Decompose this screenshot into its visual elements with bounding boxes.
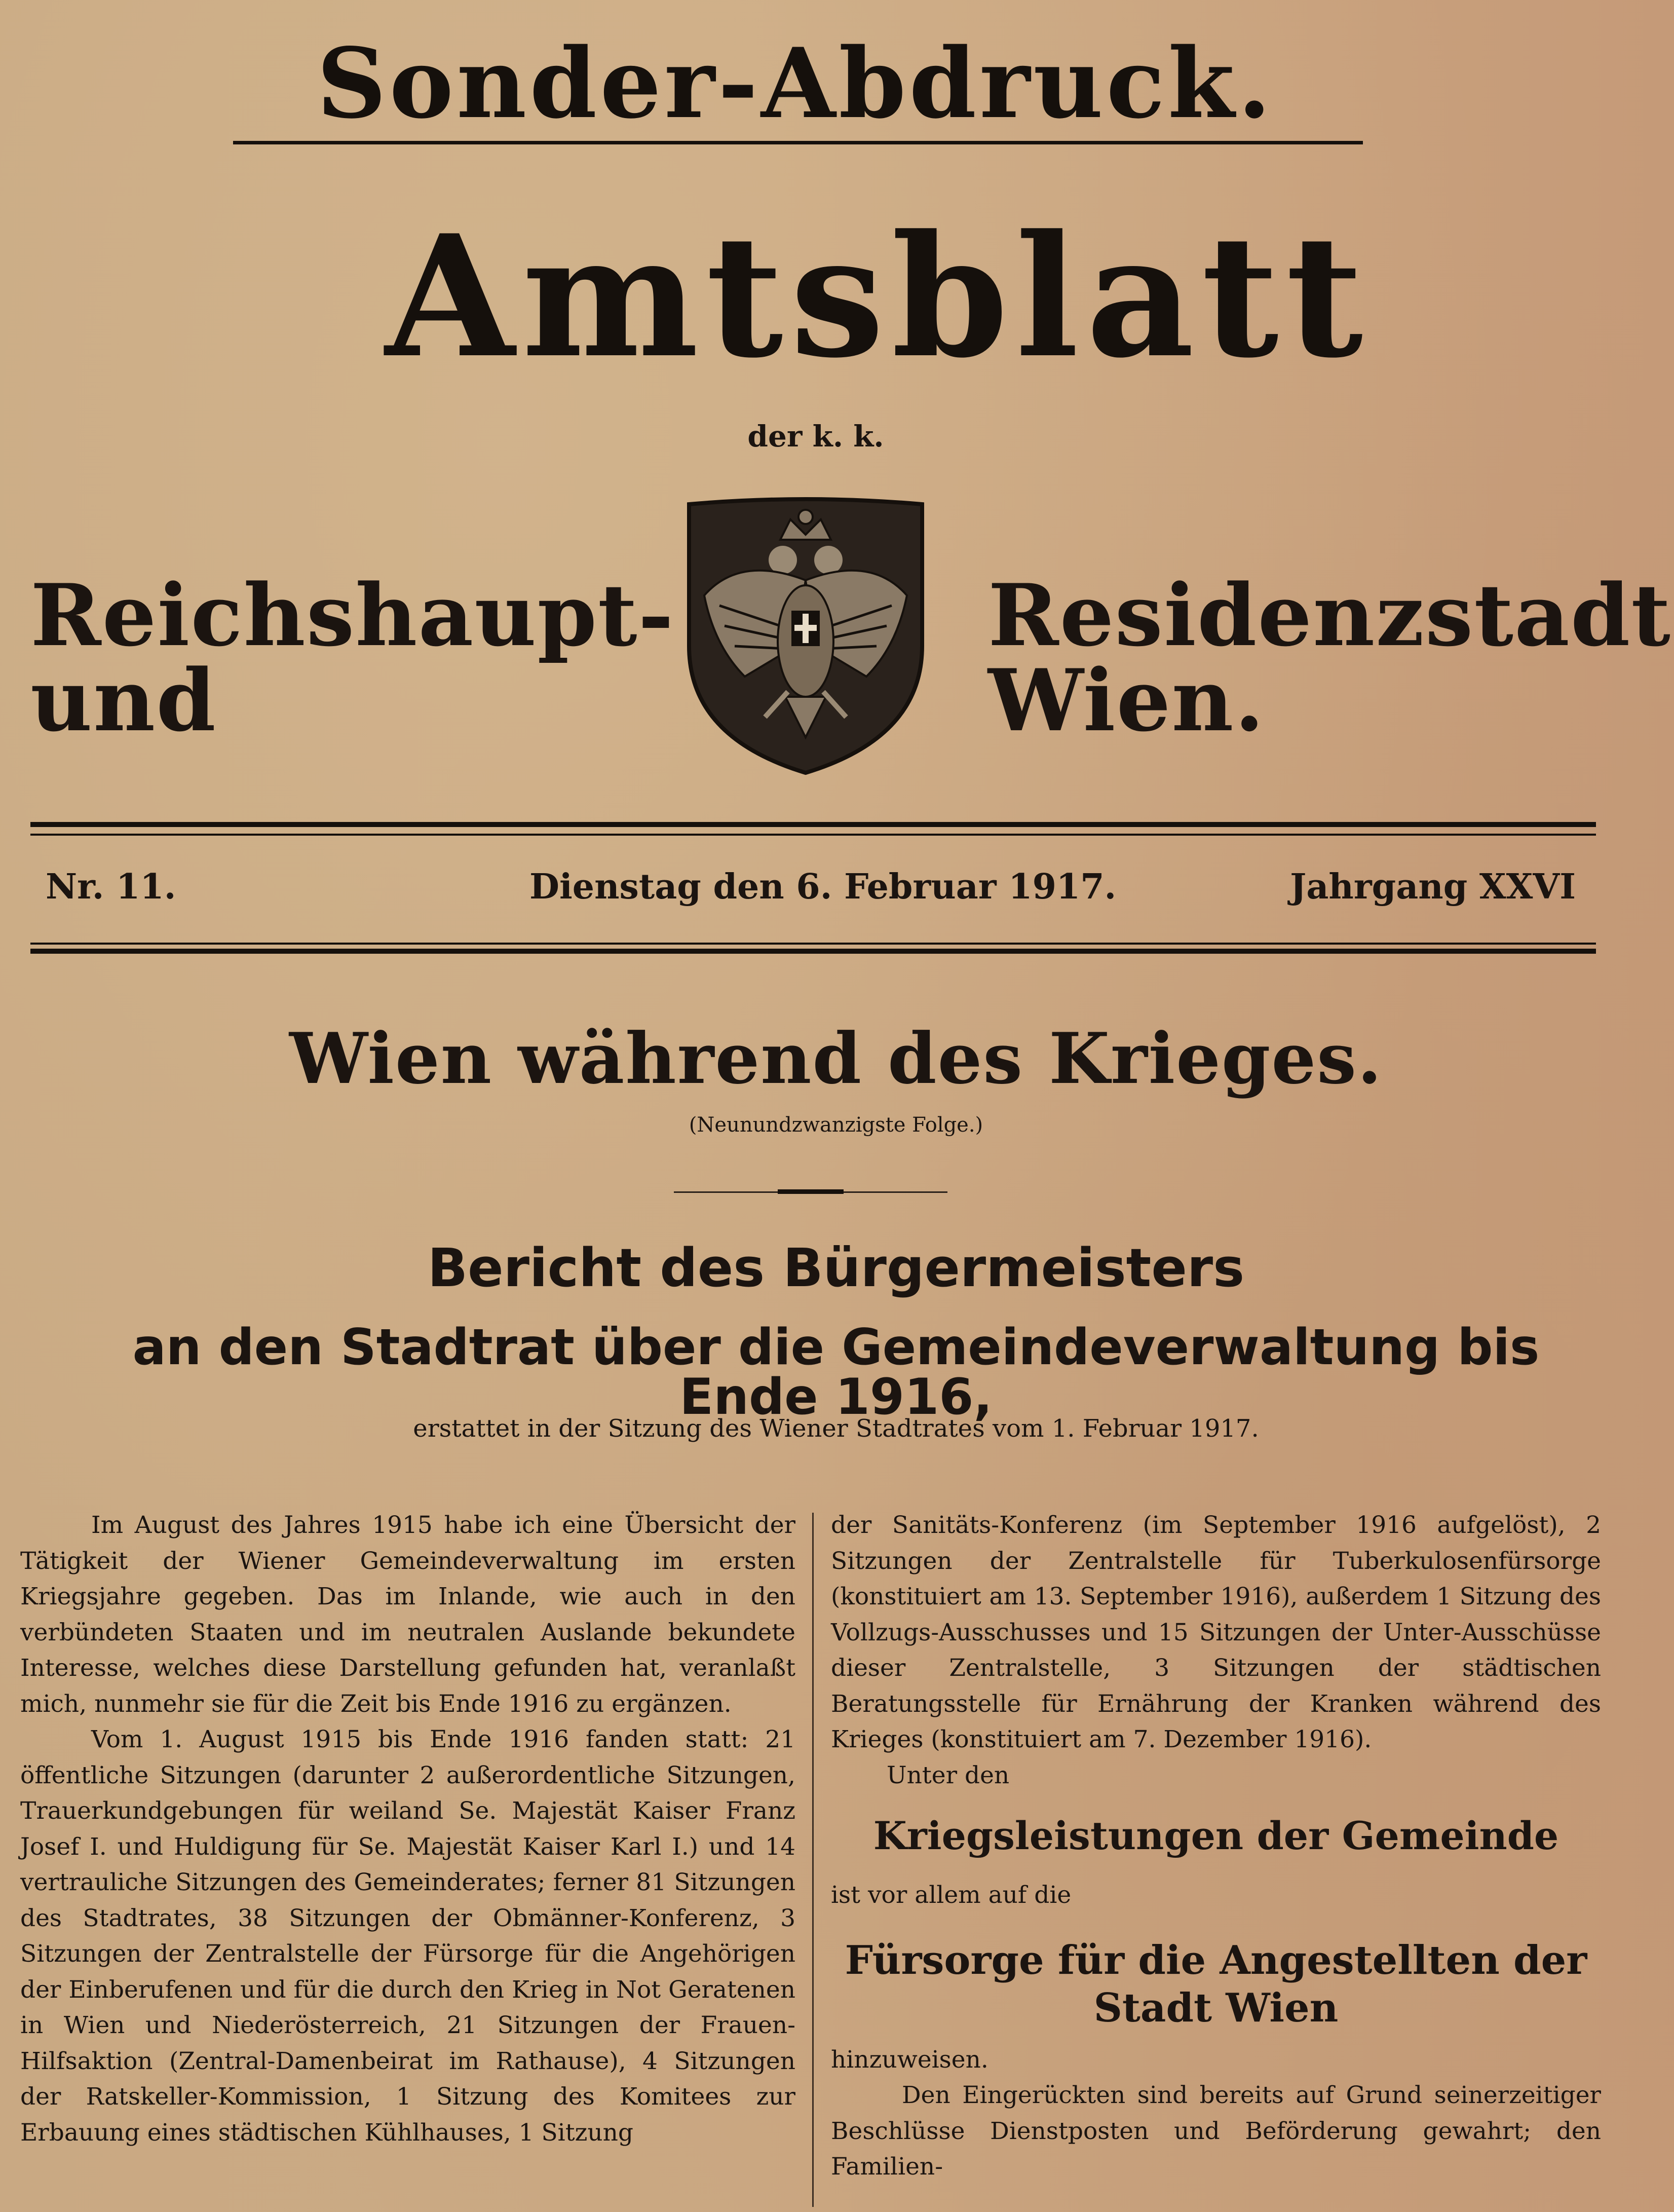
fuersorge-heading: Fürsorge für die Angestellten der Stadt Wien — [845, 1937, 1587, 2031]
der-kk-label: der k. k. — [747, 419, 884, 454]
masthead-right-name: Residenzstadt Wien. — [988, 565, 1671, 751]
issue-info-row — [30, 864, 1596, 910]
right-column — [831, 1508, 1601, 2185]
left-paragraph-1: Im August des Jahres 1915 habe ich eine Übersicht der Tätigkeit der Wiener Gemeindeverwaltung im ersten Kriegsjahre gegeben. Das im Inlande, wie auch in den verbündeten Staaten und im neutralen Auslande bekundete Interesse, welches diese Darstellung gefunden hat, veranlaßt mich, nunmehr sie für die Zeit bis Ende 1916 zu ergänzen. — [20, 1511, 795, 1718]
article-headline: Wien während des Krieges. — [289, 1017, 1383, 1100]
kriegsleistungen-heading: Kriegsleistungen der Gemeinde — [873, 1813, 1559, 1858]
right-unter-den: Unter den — [887, 1761, 1010, 1789]
issue-date: Dienstag den 6. Februar 1917. — [529, 867, 1117, 907]
report-subtitle: erstattet in der Sitzung des Wiener Stadtrates vom 1. Februar 1917. — [413, 1414, 1259, 1443]
issue-number: Nr. 11. — [46, 867, 176, 907]
report-title-line-2: an den Stadtrat über die Gemeindeverwaltung bis Ende 1916, — [132, 1319, 1540, 1426]
report-title-line-1: Bericht des Bürgermeisters — [427, 1237, 1245, 1299]
left-column — [20, 1508, 795, 2151]
masthead-left-name: Reichshaupt- und — [30, 565, 675, 751]
masthead-rule-top-thin — [30, 834, 1596, 836]
issue-rule-bottom-thin — [30, 943, 1596, 945]
issue-rule-bottom — [30, 949, 1596, 954]
sonder-underline — [233, 141, 1363, 144]
column-separator — [812, 1513, 814, 2207]
vienna-coat-of-arms-icon — [679, 494, 932, 778]
sonder-abdruck-heading: Sonder-Abdruck. — [317, 27, 1274, 140]
right-paragraph-last: Den Eingerückten sind bereits auf Grund seinerzeitiger Beschlüsse Dienstposten und Beförderung gewahrt; den Familien- — [831, 2081, 1601, 2181]
newspaper-title: Amtsblatt — [385, 198, 1371, 395]
right-hinzuweisen: hinzuweisen. — [831, 2045, 988, 2074]
article-subtitle: (Neunundzwanzigste Folge.) — [689, 1113, 983, 1137]
left-paragraph-2: Vom 1. August 1915 bis Ende 1916 fanden statt: 21 öffentliche Sitzungen (darunter 2 außerordentliche Sitzungen, Trauerkundgebungen für weiland Se. Majestät Kaiser Franz Josef I. und Huldigung für Se. Majestät Kaiser Karl I.) und 14 vertrauliche Sitzungen des Gemeinderates; ferner 81 Sitzungen des Stadtrates, 38 Sitzungen der Obmänner-Konferenz, 3 Sitzungen der Zentralstelle der Fürsorge für die Angehörigen der Einberufenen und für die durch den Krieg in Not Geratenen in Wien und Niederösterreich, 21 Sitzungen der Frauen-Hilfsaktion (Zentral-Damenbeirat im Rathause), 4 Sitzungen der Ratskeller-Kommission, 1 Sitzung des Komitees zur Erbauung eines städtischen Kühlhauses, 1 Sitzung — [20, 1726, 795, 2147]
section-divider-center — [778, 1189, 844, 1194]
right-paragraph-1: der Sanitäts-Konferenz (im September 1916 aufgelöst), 2 Sitzungen der Zentralstelle für Tuberkulosenfürsorge (konstituiert am 13. September 1916), außerdem 1 Sitzung des Vollzugs-Ausschusses und 15 Sitzungen der Unter-Ausschüsse dieser Zentralstelle, 3 Sitzungen der städtischen Beratungsstelle für Ernährung der Kranken während des Krieges (konstituiert am 7. Dezember 1916). — [831, 1511, 1601, 1753]
masthead-rule-top — [30, 822, 1596, 827]
right-ist-vor-allem: ist vor allem auf die — [831, 1881, 1072, 1909]
issue-volume: Jahrgang XXVI — [1290, 867, 1576, 907]
